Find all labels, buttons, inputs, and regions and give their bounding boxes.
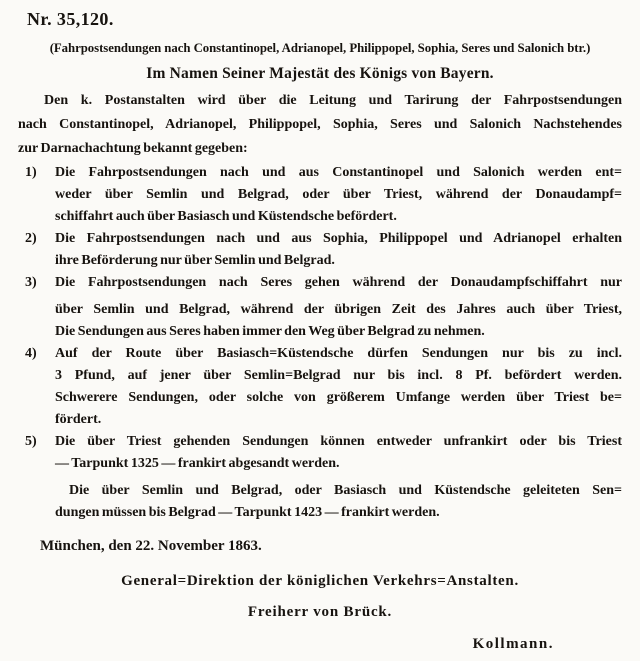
text-line: Auf der Route über Basiasch=Küstendsche dürfen Sendungen nur bis zu incl. <box>55 346 622 361</box>
text-line: Die Fahrpostsendungen nach und aus Sophia, Philippopel und Adrianopel erhalten <box>55 231 622 246</box>
countersignature: Kollmann. <box>472 636 554 652</box>
list-item <box>25 272 622 343</box>
item-paragraph <box>55 272 622 294</box>
signature-name: Freiherr von Brück. <box>247 604 393 620</box>
text-line: dungen müssen bis Belgrad — Tarpunkt 1423 — frankirt werden. <box>55 505 440 520</box>
item-number: 4) <box>25 346 37 361</box>
item-number: 2) <box>25 231 37 246</box>
list-item <box>25 431 622 524</box>
intro-paragraph <box>18 89 622 161</box>
dateline: München, den 22. November 1863. <box>40 538 262 554</box>
text-line: über Semlin und Belgrad, während der übrigen Zeit des Jahres auch über Triest, <box>55 302 622 317</box>
text-line: Schwerere Sendungen, oder solche von größerem Umfange werden über Triest be= <box>55 390 622 405</box>
text-line: Die über Triest gehenden Sendungen können entweder unfrankirt oder bis Triest <box>55 434 622 449</box>
item-number: 5) <box>25 434 37 449</box>
item-number: 1) <box>25 165 37 180</box>
item-body <box>55 272 622 343</box>
item-paragraph <box>55 228 622 272</box>
item-body <box>55 343 622 431</box>
item-paragraph <box>55 431 622 475</box>
item-paragraph <box>55 299 622 343</box>
list-item <box>25 162 622 228</box>
item-list <box>25 162 622 524</box>
item-paragraph <box>55 480 622 524</box>
document-number: Nr. 35,120. <box>27 9 114 29</box>
text-line: Den k. Postanstalten wird über die Leitung und Tarirung der Fahrpostsendungen <box>44 93 622 108</box>
item-paragraph <box>55 162 622 228</box>
signature-office: General=Direktion der königlichen Verkehrs=Anstalten. <box>121 573 519 589</box>
item-number: 3) <box>25 275 37 290</box>
text-line: nach Constantinopel, Adrianopel, Philippopel, Sophia, Seres und Salonich Nachstehendes <box>18 117 622 132</box>
text-line: fördert. <box>55 412 102 427</box>
proclamation-line: Im Namen Seiner Majestät des Königs von Bayern. <box>146 65 494 82</box>
text-line: schiffahrt auch über Basiasch und Küstendsche befördert. <box>55 209 397 224</box>
text-line: Die Sendungen aus Seres haben immer den Weg über Belgrad zu nehmen. <box>55 324 485 339</box>
text-line: — Tarpunkt 1325 — frankirt abgesandt werden. <box>55 456 340 471</box>
text-line: zur Darnachachtung bekannt gegeben: <box>18 141 248 156</box>
text-line: Die Fahrpostsendungen nach Seres gehen während der Donaudampfschiffahrt nur <box>55 275 622 290</box>
item-body <box>55 162 622 228</box>
item-paragraph <box>55 343 622 431</box>
subject-line: (Fahrpostsendungen nach Constantinopel, Adrianopel, Philippopel, Sophia, Seres und Salonich btr.) <box>49 41 591 55</box>
text-line: ihre Beförderung nur über Semlin und Belgrad. <box>55 253 335 268</box>
text-line: Die über Semlin und Belgrad, oder Basiasch und Küstendsche geleiteten Sen= <box>69 483 622 498</box>
list-item <box>25 228 622 272</box>
list-item <box>25 343 622 431</box>
text-line: Die Fahrpostsendungen nach und aus Constantinopel und Salonich werden ent= <box>55 165 622 180</box>
item-body <box>55 431 622 524</box>
text-line: 3 Pfund, auf jener über Semlin=Belgrad nur bis incl. 8 Pf. befördert werden. <box>55 368 622 383</box>
text-line: weder über Semlin und Belgrad, oder über Triest, während der Donaudampf= <box>55 187 622 202</box>
item-body <box>55 228 622 272</box>
